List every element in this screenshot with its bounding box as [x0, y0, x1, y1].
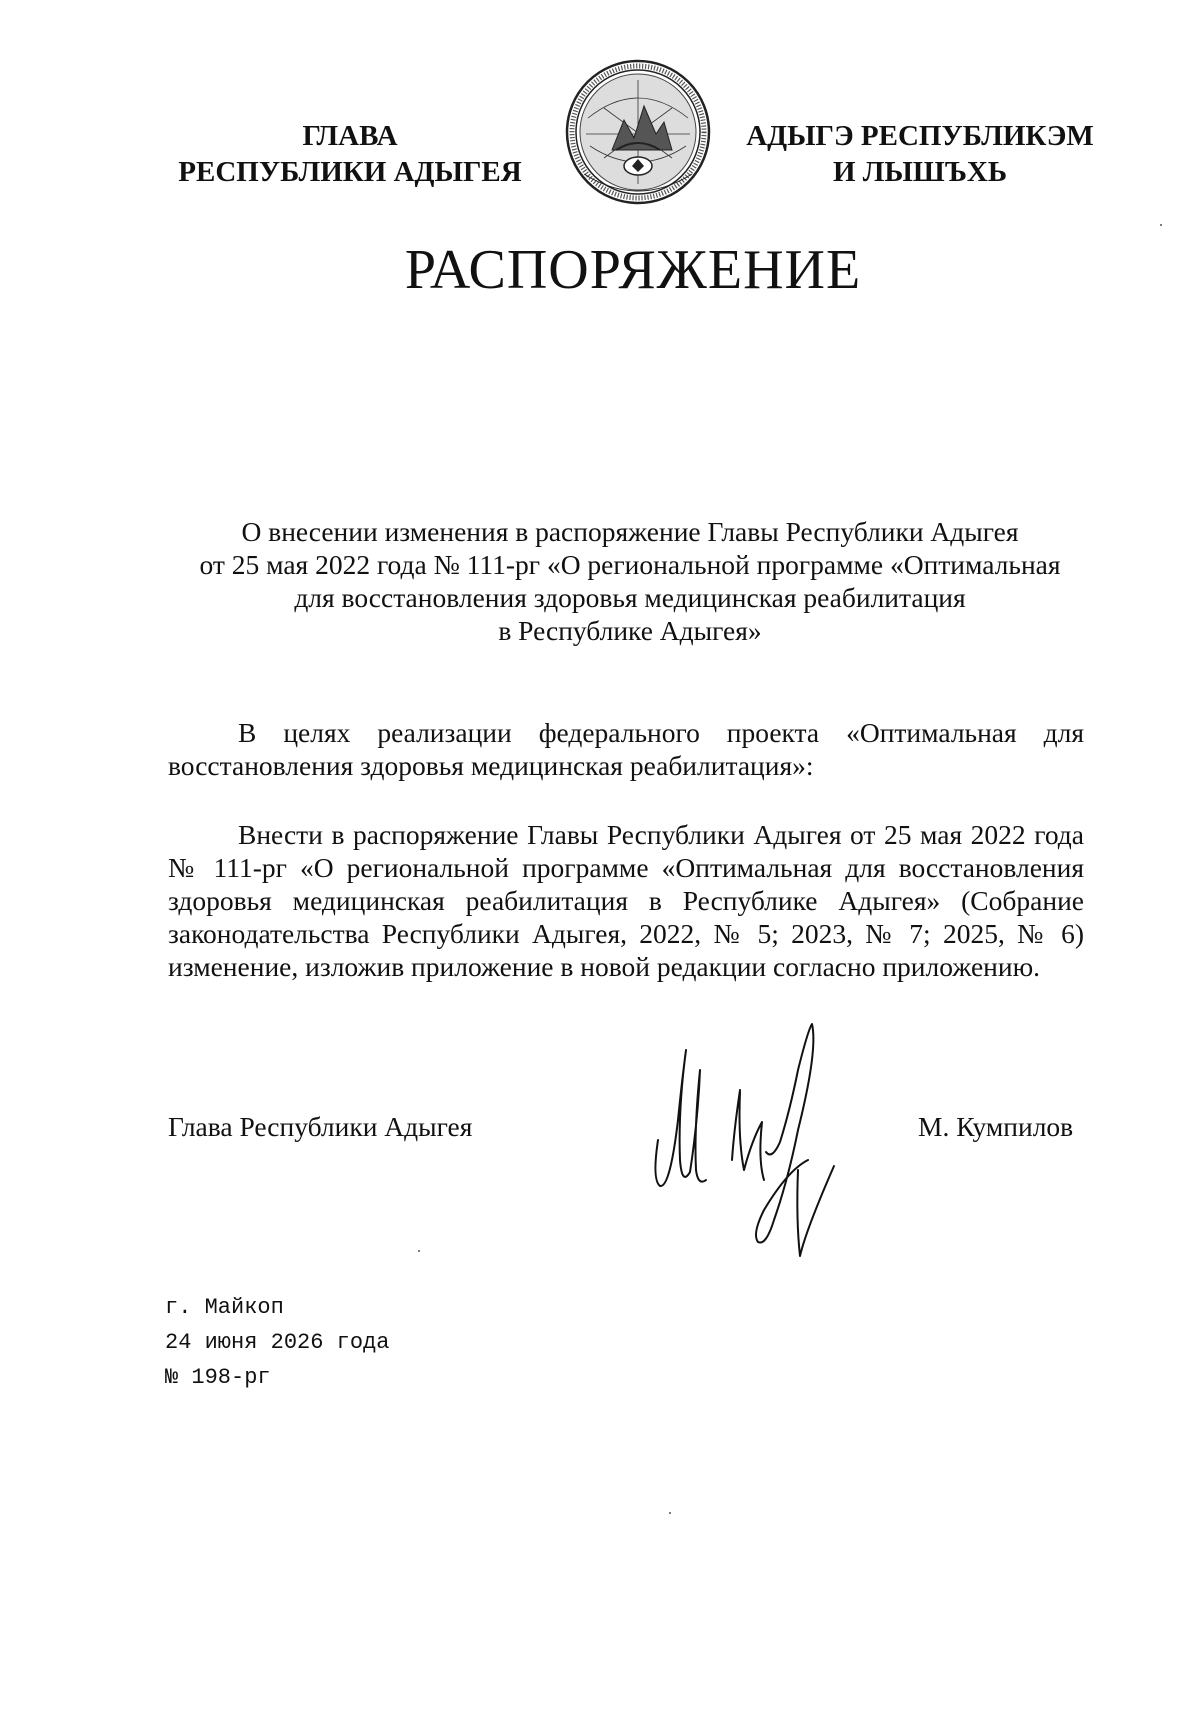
body-line: законодательства Республики Адыгея, 2022, № 5; 2023, № 7; 2025, № 6): [168, 918, 1084, 949]
scan-speck: [1160, 224, 1162, 226]
body-line: В целях реализации федерального проекта «Оптимальная для: [238, 717, 1084, 748]
subject-line: для восстановления здоровья медицинская реабилитация: [294, 582, 966, 613]
body-line: № 111-рг «О региональной программе «Оптимальная для восстановления: [168, 852, 1084, 883]
body-line: восстановления здоровья медицинская реабилитация»:: [168, 750, 814, 781]
body-line: здоровья медицинская реабилитация в Республике Адыгея» (Собрание: [168, 885, 1084, 916]
header-left-line2: РЕСПУБЛИКИ АДЫГЕЯ: [178, 156, 522, 188]
signatory-name: М. Кумпилов: [918, 1111, 1074, 1142]
footer-date: 24 июня 2026 года: [165, 1330, 390, 1355]
footer-number: № 198-рг: [165, 1365, 271, 1390]
body-paragraph-2: [168, 818, 1084, 983]
header-right-line1: АДЫГЭ РЕСПУБЛИКЭМ: [746, 120, 1094, 152]
header-left-title: [150, 118, 550, 190]
handwritten-signature-icon: [648, 1010, 868, 1270]
subject-line: О внесении изменения в распоряжение Главы Республики Адыгея: [241, 516, 1019, 547]
header-right-line2: И ЛЫШЪХЬ: [832, 156, 1008, 188]
signatory-role: Глава Республики Адыгея: [168, 1111, 473, 1142]
document-subject: [150, 515, 1110, 647]
subject-line: в Республике Адыгея»: [498, 615, 762, 646]
header-right-title: [735, 118, 1105, 190]
scan-speck: [418, 1250, 420, 1252]
document-type-title: РАСПОРЯЖЕНИЕ: [404, 239, 862, 301]
footer-city: г. Майкоп: [165, 1295, 284, 1320]
body-paragraph-1: [168, 716, 1084, 782]
header-left-line1: ГЛАВА: [302, 120, 398, 152]
coat-of-arms-seal-icon: [564, 58, 712, 206]
subject-line: от 25 мая 2022 года № 111-рг «О региональной программе «Оптимальная: [199, 549, 1061, 580]
body-line: изменение, изложив приложение в новой редакции согласно приложению.: [168, 951, 1041, 982]
body-line: Внести в распоряжение Главы Республики Адыгея от 25 мая 2022 года: [238, 819, 1084, 850]
scan-speck: [669, 1512, 671, 1514]
document-footer: [165, 1290, 389, 1395]
